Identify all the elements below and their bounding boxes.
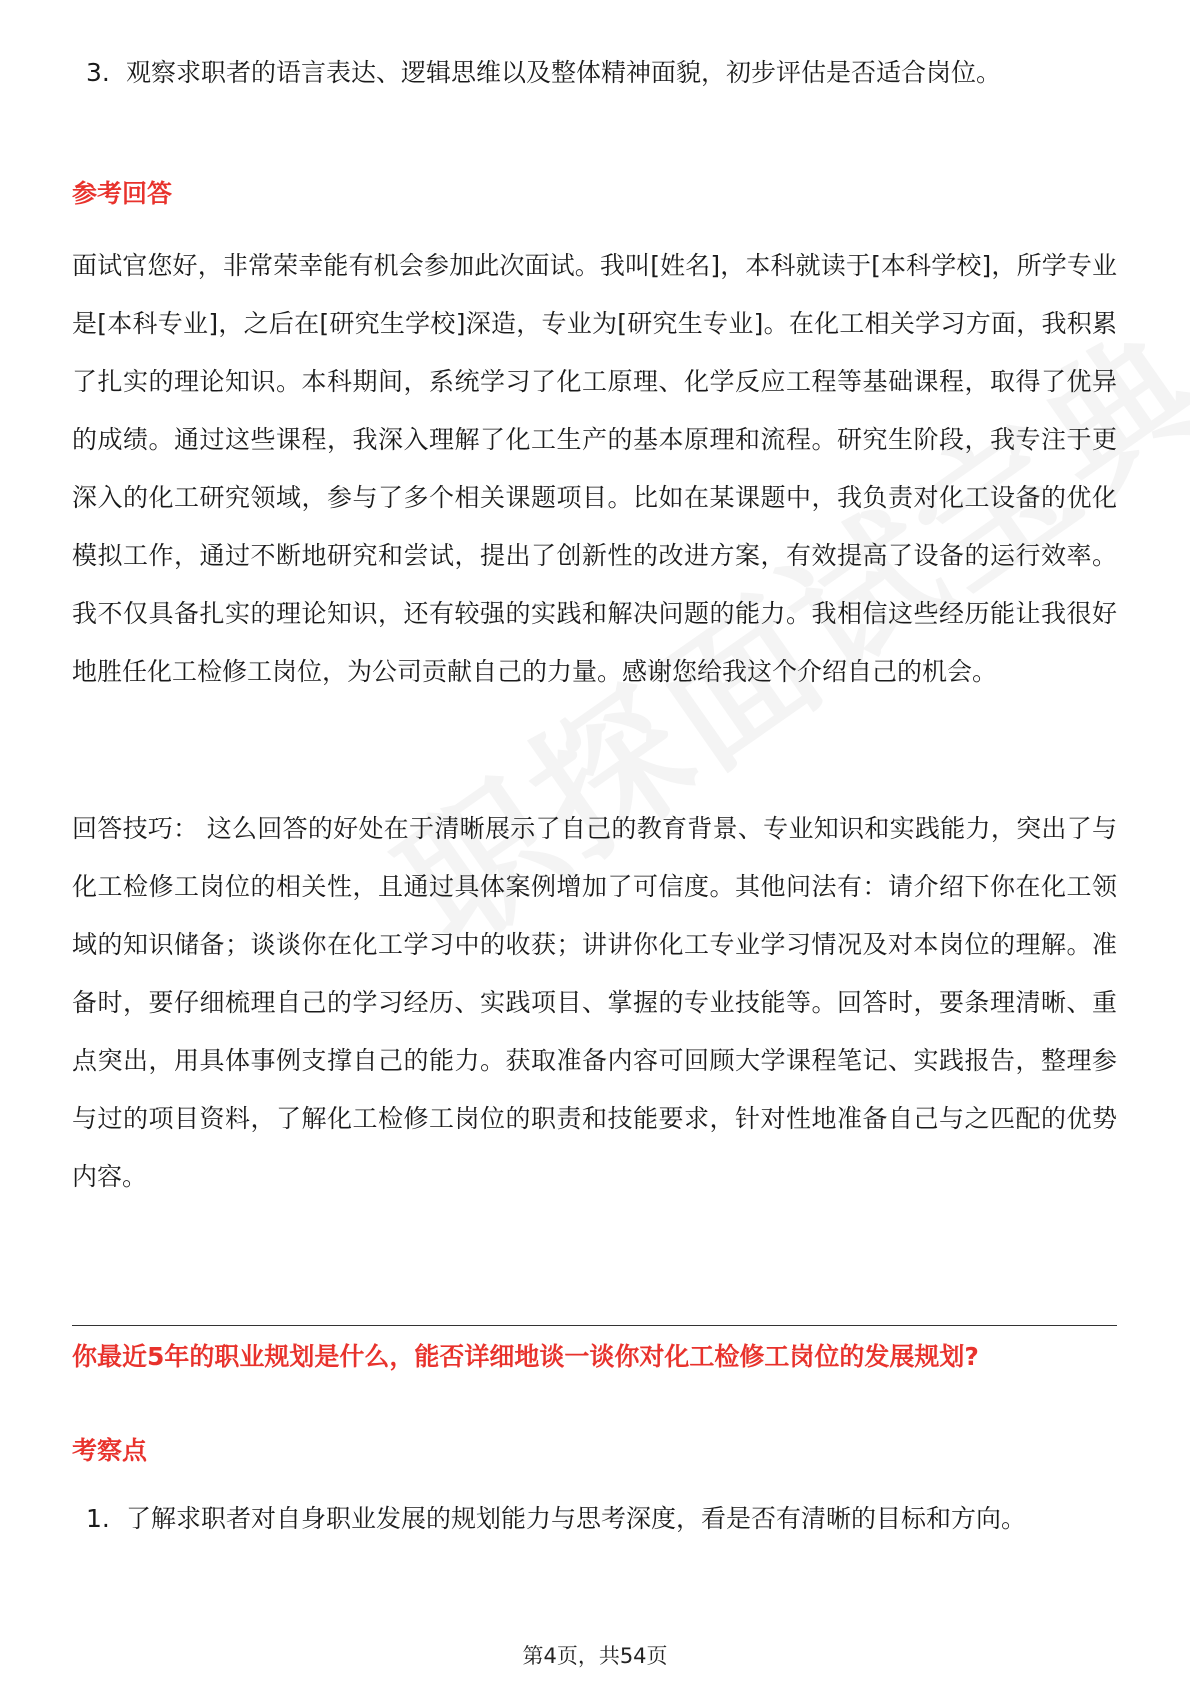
- tips-paragraph: 回答技巧： 这么回答的好处在于清晰展示了自己的教育背景、专业知识和实践能力，突出了与化工检修工岗位的相关性，且通过具体案例增加了可信度。其他问法有：请介绍下你在化工领域的知识储备；谈谈你在化工学习中的收获；讲讲你化工专业学习情况及对本岗位的理解。准备时，要仔细梳理自己的学习经历、实践项目、掌握的专业技能等。回答时，要条理清晰、重点突出，用具体事例支撑自己的能力。获取准备内容可回顾大学课程笔记、实践报告，整理参与过的项目资料，了解化工检修工岗位的职责和技能要求，针对性地准备自己与之匹配的优势内容。: [72, 814, 1117, 1191]
- list-text: 了解求职者对自身职业发展的规划能力与思考深度，看是否有清晰的目标和方向。: [126, 1504, 1027, 1533]
- answer-paragraph: 面试官您好，非常荣幸能有机会参加此次面试。我叫[姓名]，本科就读于[本科学校]，所学专业是[本科专业]，之后在[研究生学校]深造，专业为[研究生专业]。在化工相关学习方面，我积累了扎实的理论知识。本科期间，系统学习了化工原理、化学反应工程等基础课程，取得了优异的成绩。通过这些课程，我深入理解了化工生产的基本原理和流程。研究生阶段，我专注于更深入的化工研究领域，参与了多个相关课题项目。比如在某课题中，我负责对化工设备的优化模拟工作，通过不断地研究和尝试，提出了创新性的改进方案，有效提高了设备的运行效率。我不仅具备扎实的理论知识，还有较强的实践和解决问题的能力。我相信这些经历能让我很好地胜任化工检修工岗位，为公司贡献自己的力量。感谢您给我这个介绍自己的机会。: [72, 251, 1117, 686]
- section-divider: [72, 1325, 1117, 1326]
- question-heading: 你最近5年的职业规划是什么，能否详细地谈一谈你对化工检修工岗位的发展规划?: [72, 1342, 979, 1371]
- list-number: 3.: [86, 58, 110, 87]
- list-number: 1.: [86, 1504, 110, 1533]
- assessment-heading: 考察点: [72, 1436, 148, 1465]
- list-text: 观察求职者的语言表达、逻辑思维以及整体精神面貌，初步评估是否适合岗位。: [126, 58, 1002, 87]
- page-footer: 第4页，共54页: [522, 1644, 668, 1668]
- list-item-3: [72, 44, 1117, 102]
- list-item-1: [72, 1490, 1117, 1548]
- reference-answer-heading: 参考回答: [72, 179, 173, 208]
